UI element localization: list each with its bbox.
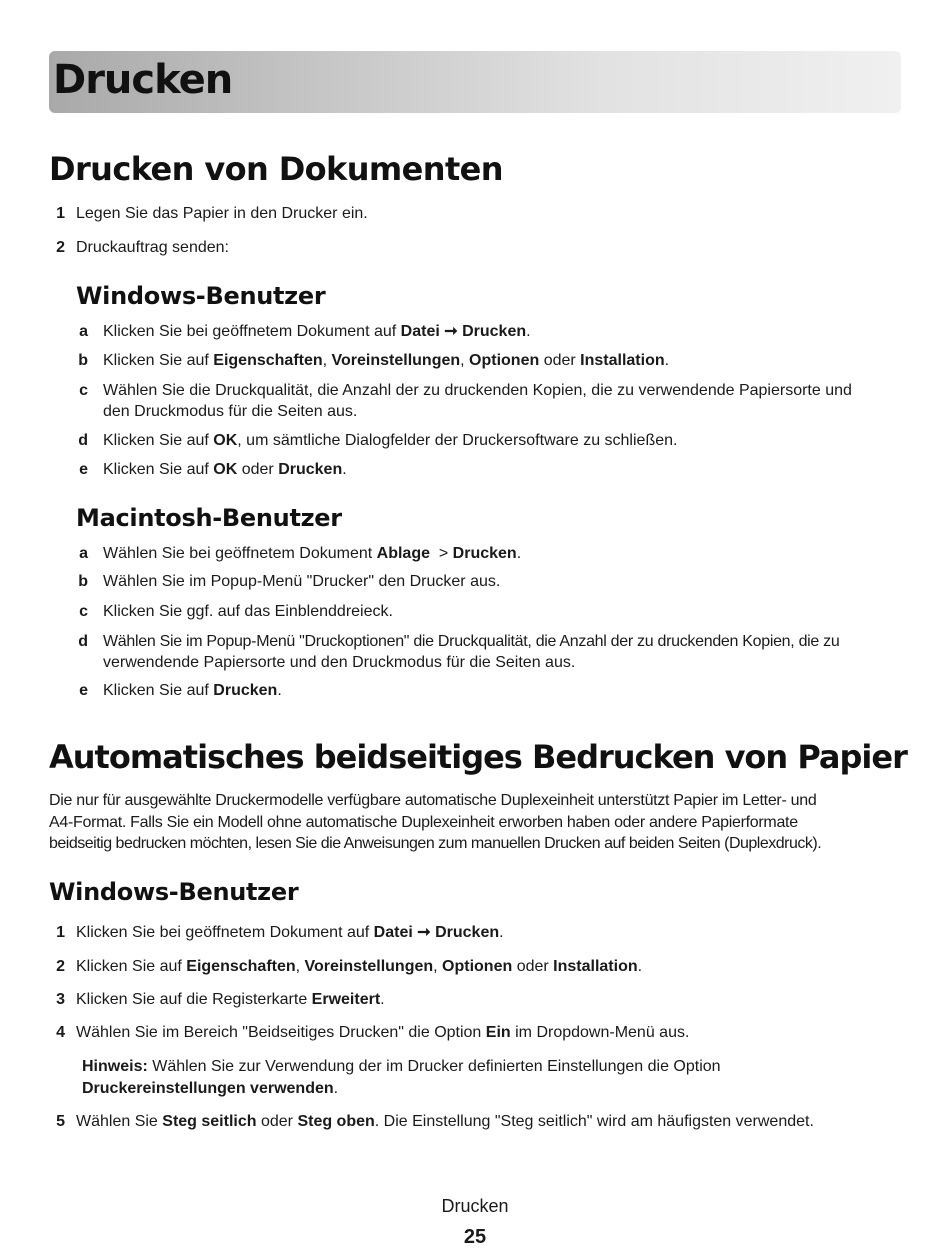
text-run: oder bbox=[256, 1113, 298, 1130]
item-letter: a bbox=[79, 545, 88, 562]
step-number: 5 bbox=[56, 1113, 65, 1130]
text-run: Klicken Sie auf bbox=[103, 432, 214, 449]
option-use-printer-settings: Druckereinstellungen verwenden bbox=[82, 1080, 334, 1097]
text-run: Klicken Sie auf bbox=[76, 958, 187, 975]
menu-name-print: Drucken bbox=[435, 924, 500, 941]
item-text: Wählen Sie im Popup-Menü "Drucker" den Drucker aus. bbox=[103, 573, 501, 590]
subsection-title-windows: Windows-Benutzer bbox=[76, 282, 326, 310]
item-text bbox=[103, 680, 282, 701]
text-run: Wählen Sie zur Verwendung der im Drucker definierten Einstellungen die Option bbox=[147, 1058, 721, 1075]
text-run: Wählen Sie bbox=[76, 1113, 163, 1130]
step-text bbox=[76, 956, 642, 977]
step-number: 2 bbox=[56, 958, 65, 975]
menu-name-file: Datei bbox=[400, 323, 440, 340]
section-title-duplex: Automatisches beidseitiges Bedrucken von Papier bbox=[49, 738, 907, 776]
item-text-line: den Druckmodus für die Seiten aus. bbox=[103, 403, 358, 420]
item-text bbox=[103, 321, 531, 342]
option-options: Optionen bbox=[442, 958, 513, 975]
text-run: , bbox=[433, 958, 443, 975]
note-label: Hinweis: bbox=[82, 1058, 148, 1075]
subsection-title-windows-duplex: Windows-Benutzer bbox=[49, 878, 299, 906]
item-letter: d bbox=[78, 633, 88, 650]
note-line bbox=[82, 1078, 882, 1100]
duplex-intro-paragraph bbox=[49, 790, 907, 855]
paragraph-line: Die nur für ausgewählte Druckermodelle verfügbare automatische Duplexeinheit unterstützt Papier im Letter- und bbox=[49, 792, 817, 809]
option-properties: Eigenschaften bbox=[186, 958, 296, 975]
text-run: Klicken Sie auf bbox=[103, 682, 214, 699]
text-run: Wählen Sie im Bereich "Beidseitiges Drucken" die Option bbox=[76, 1024, 486, 1041]
item-text-line: verwendende Papiersorte und den Druckmodus für die Seiten aus. bbox=[103, 654, 576, 671]
text-run: . bbox=[333, 1080, 339, 1097]
text-run: , bbox=[322, 352, 332, 369]
step-text: Legen Sie das Papier in den Drucker ein. bbox=[76, 205, 368, 222]
item-letter: c bbox=[79, 382, 88, 399]
text-run: Klicken Sie bei geöffnetem Dokument auf bbox=[103, 323, 401, 340]
note-block bbox=[82, 1056, 882, 1100]
text-run: oder bbox=[539, 352, 581, 369]
button-name-print: Drucken bbox=[278, 461, 343, 478]
text-run: Klicken Sie auf bbox=[103, 352, 214, 369]
option-preferences: Voreinstellungen bbox=[304, 958, 434, 975]
text-run: . bbox=[380, 991, 385, 1008]
text-run: im Dropdown-Menü aus. bbox=[510, 1024, 690, 1041]
item-letter: c bbox=[79, 603, 88, 620]
step-text bbox=[76, 922, 504, 943]
text-run: . bbox=[526, 323, 531, 340]
option-top-flip: Steg oben bbox=[297, 1113, 375, 1130]
item-text bbox=[103, 350, 669, 371]
text-run: > bbox=[429, 545, 453, 562]
tab-name-advanced: Erweitert bbox=[311, 991, 381, 1008]
item-letter: b bbox=[78, 352, 88, 369]
item-letter: e bbox=[79, 682, 88, 699]
step-text bbox=[76, 989, 385, 1010]
step-number: 2 bbox=[56, 239, 65, 256]
item-text-line: Wählen Sie im Popup-Menü "Druckoptionen" die Druckqualität, die Anzahl der zu druckenden Kopien, die zu bbox=[103, 633, 840, 650]
step-number: 1 bbox=[56, 205, 65, 222]
text-run: Klicken Sie auf bbox=[103, 461, 214, 478]
paragraph-line: beidseitig bedrucken möchten, lesen Sie die Anweisungen zum manuellen Drucken auf beiden Seiten (Duplexdruck). bbox=[49, 835, 822, 852]
option-properties: Eigenschaften bbox=[213, 352, 323, 369]
text-run: , bbox=[460, 352, 470, 369]
arrow-icon: ➞ bbox=[444, 323, 458, 340]
button-name-ok: OK bbox=[213, 461, 238, 478]
text-run: . bbox=[499, 924, 504, 941]
item-text bbox=[103, 430, 677, 451]
item-letter: b bbox=[78, 573, 88, 590]
option-setup: Installation bbox=[580, 352, 665, 369]
item-text bbox=[103, 459, 347, 480]
section-title-printing-documents: Drucken von Dokumenten bbox=[49, 150, 503, 188]
chapter-banner bbox=[49, 51, 901, 113]
menu-name-print: Drucken bbox=[462, 323, 527, 340]
text-run: Klicken Sie auf die Registerkarte bbox=[76, 991, 312, 1008]
text-run: oder bbox=[237, 461, 279, 478]
paragraph-line: A4-Format. Falls Sie ein Modell ohne automatische Duplexeinheit erworben haben oder andere Papierformate bbox=[49, 813, 798, 831]
step-number: 3 bbox=[56, 991, 65, 1008]
text-run: . Die Einstellung "Steg seitlich" wird am häufigsten verwendet. bbox=[374, 1113, 814, 1130]
option-on: Ein bbox=[485, 1024, 511, 1041]
step-text bbox=[76, 1111, 814, 1132]
text-run: Wählen Sie bei geöffnetem Dokument bbox=[103, 545, 377, 562]
text-run: oder bbox=[512, 958, 554, 975]
option-side-flip: Steg seitlich bbox=[162, 1113, 257, 1130]
footer-section-name: Drucken bbox=[441, 1196, 509, 1216]
text-run: . bbox=[637, 958, 643, 975]
item-letter: a bbox=[79, 323, 88, 340]
text-run: . bbox=[664, 352, 670, 369]
option-options: Optionen bbox=[469, 352, 540, 369]
option-preferences: Voreinstellungen bbox=[331, 352, 461, 369]
item-letter: d bbox=[78, 432, 88, 449]
item-text-line: Wählen Sie die Druckqualität, die Anzahl der zu druckenden Kopien, die zu verwendende Papiersorte und bbox=[103, 382, 852, 399]
menu-name-file: Ablage bbox=[376, 545, 430, 562]
menu-name-print: Drucken bbox=[452, 545, 517, 562]
text-run: . bbox=[342, 461, 347, 478]
text-run: , um sämtliche Dialogfelder der Druckersoftware zu schließen. bbox=[237, 432, 678, 449]
item-letter: e bbox=[79, 461, 88, 478]
button-name-ok: OK bbox=[213, 432, 238, 449]
subsection-title-macintosh: Macintosh-Benutzer bbox=[76, 504, 342, 532]
item-text bbox=[103, 543, 521, 564]
text-run: , bbox=[295, 958, 305, 975]
menu-name-file: Datei bbox=[373, 924, 413, 941]
step-number: 4 bbox=[56, 1024, 65, 1041]
item-text: Klicken Sie ggf. auf das Einblenddreieck. bbox=[103, 603, 393, 620]
text-run: Klicken Sie bei geöffnetem Dokument auf bbox=[76, 924, 374, 941]
text-run: . bbox=[277, 682, 282, 699]
chapter-title: Drucken bbox=[53, 57, 233, 103]
page-number: 25 bbox=[463, 1226, 487, 1248]
option-setup: Installation bbox=[553, 958, 638, 975]
step-text bbox=[76, 1022, 689, 1043]
step-number: 1 bbox=[56, 924, 65, 941]
note-line bbox=[82, 1056, 882, 1078]
arrow-icon: ➞ bbox=[417, 924, 431, 941]
step-text: Druckauftrag senden: bbox=[76, 239, 229, 256]
button-name-print: Drucken bbox=[213, 682, 278, 699]
text-run: . bbox=[516, 545, 522, 562]
